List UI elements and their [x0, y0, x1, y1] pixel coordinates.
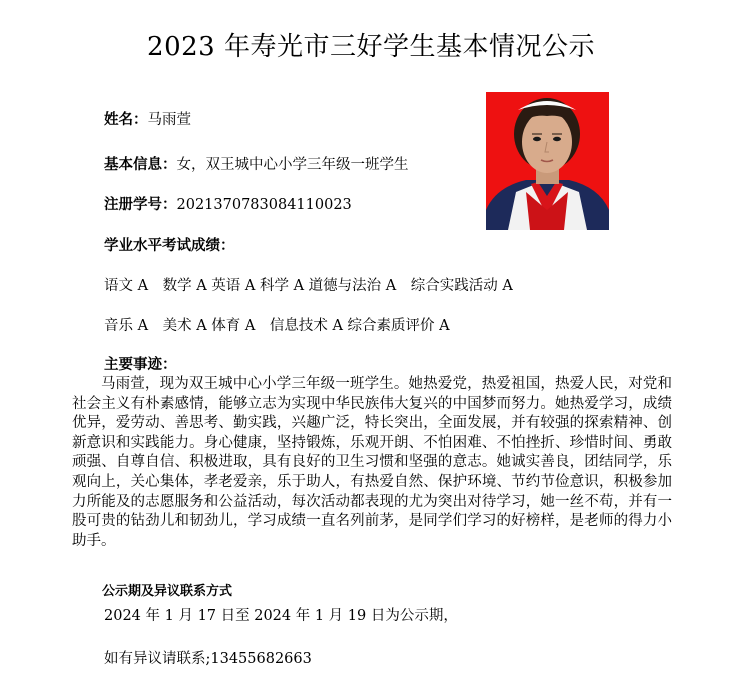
student-id-value: 2021370783084110023	[176, 197, 352, 213]
name-value: 马雨萱	[147, 112, 191, 128]
scores-heading-text: 学业水平考试成绩：	[104, 238, 235, 254]
deeds-heading-text: 主要事迹：	[104, 357, 177, 373]
publicity-heading: 公示期及异议联系方式	[102, 584, 233, 599]
name-label: 姓名：	[104, 112, 148, 128]
basic-info-label: 基本信息：	[104, 157, 177, 173]
student-id-label: 注册学号：	[104, 197, 177, 213]
scores-line-1: 语文 A 数学 A 英语 A 科学 A 道德与法治 A 综合实践活动 A	[104, 278, 513, 294]
publicity-period: 2024 年 1 月 17 日至 2024 年 1 月 19 日为公示期，	[104, 608, 458, 624]
basic-info-value: 女，双王城中心小学三年级一班学生	[176, 157, 409, 173]
page-title: 2023 年寿光市三好学生基本情况公示	[147, 32, 595, 62]
name-row	[104, 108, 191, 129]
deeds-heading	[104, 353, 177, 374]
scores-line-2: 音乐 A 美术 A 体育 A 信息技术 A 综合素质评价 A	[104, 318, 450, 334]
contact-line: 如有异议请联系;13455682663	[104, 651, 312, 667]
scores-heading	[104, 234, 235, 255]
student-id-row	[104, 193, 352, 214]
basic-info-row	[104, 153, 409, 174]
deeds-paragraph: 马雨萱，现为双王城中心小学三年级一班学生。她热爱党，热爱祖国，热爱人民，对党和社会主义有朴素感情，能够立志为实现中华民族伟大复兴的中国梦而努力。她热爱学习，成绩优异，爱劳动、善思考、勤实践，兴趣广泛，特长突出，全面发展，并有较强的探索精神、创新意识和实践能力。身心健康，坚持锻炼，乐观开朗、不怕困难、不怕挫折、珍惜时间、勇敢顽强、自尊自信、积极进取，具有良好的卫生习惯和坚强的意志。她诚实善良，团结同学，乐观向上，关心集体，孝老爱亲，乐于助人，有热爱自然、保护环境、节约节俭意识，积极参加力所能及的志愿服务和公益活动，每次活动都表现的尤为突出对待学习，她一丝不苟，并有一股可贵的钻劲儿和韧劲儿，学习成绩一直名列前茅，是同学们学习的好榜样，是老师的得力小助手。	[72, 376, 672, 549]
student-photo	[486, 92, 609, 230]
